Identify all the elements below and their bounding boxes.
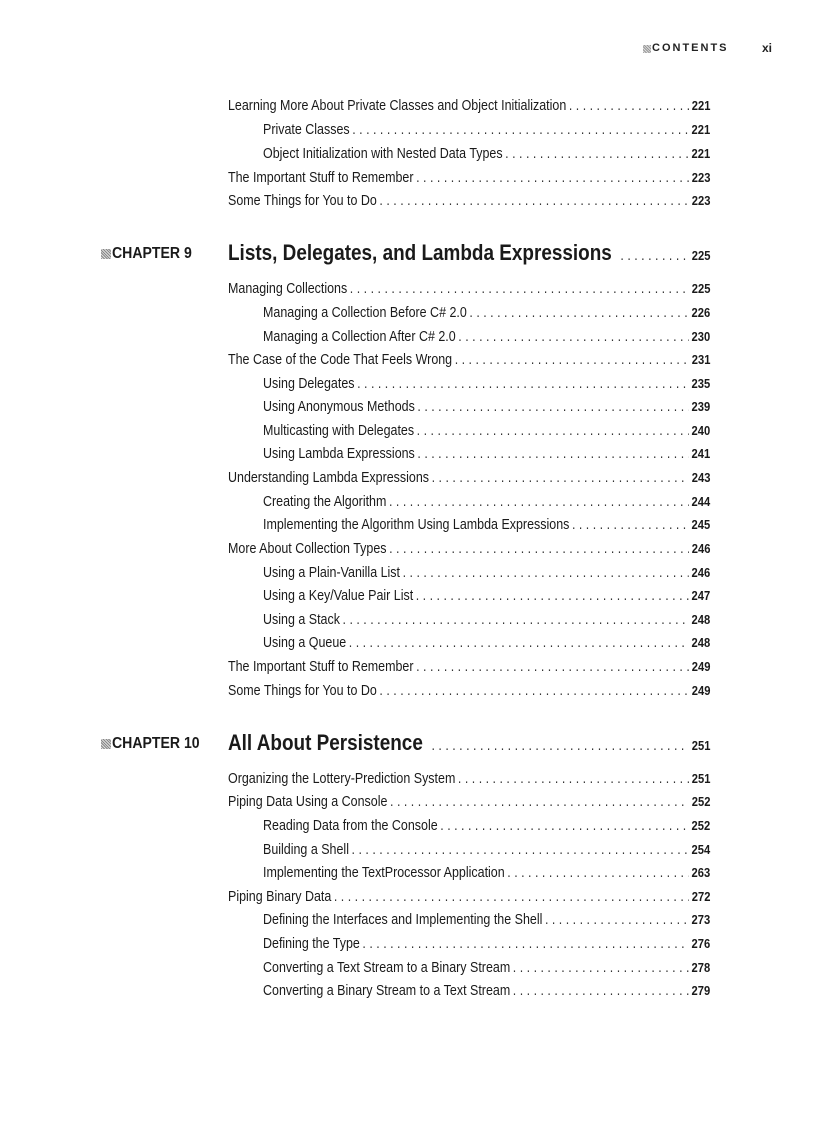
toc-subentry[interactable] xyxy=(263,635,710,655)
toc-entry-page: 226 xyxy=(691,305,711,320)
toc-entry-page: 235 xyxy=(691,376,711,391)
toc-entry-title: Organizing the Lottery-Prediction System xyxy=(228,771,456,787)
chapter-title-row xyxy=(228,730,710,756)
toc-subentry[interactable] xyxy=(263,376,710,396)
toc-entry-title: Defining the Interfaces and Implementing the Shell xyxy=(263,912,543,928)
toc-entry[interactable] xyxy=(228,470,710,490)
toc-entry[interactable] xyxy=(228,794,710,814)
toc-entry-page: 263 xyxy=(691,865,711,880)
toc-entry-title: Managing Collections xyxy=(228,281,348,297)
dot-leader xyxy=(416,588,689,604)
toc-entry-page: 251 xyxy=(691,771,711,786)
toc-subentry[interactable] xyxy=(263,305,710,325)
toc-entry-title: Building a Shell xyxy=(263,842,349,858)
dot-leader xyxy=(352,842,689,858)
toc-entry-title: Some Things for You to Do xyxy=(228,683,377,699)
chapter-title: Lists, Delegates, and Lambda Expressions xyxy=(228,240,612,265)
toc-entry[interactable] xyxy=(228,98,710,118)
header-page-number: xi xyxy=(762,41,773,55)
section-marker-icon xyxy=(643,45,651,53)
toc-entry-title: Private Classes xyxy=(263,122,350,138)
dot-leader xyxy=(513,983,689,999)
dot-leader xyxy=(349,635,689,651)
chapter-label: CHAPTER 10 xyxy=(112,735,200,752)
dot-leader xyxy=(455,352,690,368)
dot-leader xyxy=(513,960,689,976)
dot-leader xyxy=(334,889,689,905)
toc-entry[interactable] xyxy=(228,771,710,791)
toc-entry-page: 273 xyxy=(691,912,711,927)
dot-leader xyxy=(545,912,689,928)
toc-entry-page: 276 xyxy=(691,936,711,951)
toc-entry-title: Some Things for You to Do xyxy=(228,193,377,209)
toc-entry-title: More About Collection Types xyxy=(228,541,387,557)
toc-entry[interactable] xyxy=(228,193,710,213)
toc-entry-page: 272 xyxy=(691,889,711,904)
dot-leader xyxy=(507,865,689,881)
running-header xyxy=(0,40,816,60)
dot-leader xyxy=(432,470,690,486)
toc-entry-page: 244 xyxy=(691,494,711,509)
toc-entry-title: Piping Binary Data xyxy=(228,889,332,905)
toc-entry-title: Using a Plain-Vanilla List xyxy=(263,565,401,581)
chapter-title-row xyxy=(228,240,710,266)
toc-entry-page: 221 xyxy=(691,122,711,137)
toc-subentry[interactable] xyxy=(263,983,710,1003)
toc-subentry[interactable] xyxy=(263,399,710,419)
toc-subentry[interactable] xyxy=(263,865,710,885)
dot-leader xyxy=(440,818,689,834)
toc-subentry[interactable] xyxy=(263,494,710,514)
toc-entry-title: Implementing the TextProcessor Application xyxy=(263,865,505,881)
toc-entry-page: 221 xyxy=(691,98,711,113)
dot-leader xyxy=(572,517,689,533)
toc-entry-title: Using a Queue xyxy=(263,635,347,651)
toc-entry-page: 279 xyxy=(691,983,711,998)
toc-entry-title: Using Lambda Expressions xyxy=(263,446,415,462)
dot-leader xyxy=(505,146,689,162)
toc-entry-title: Using Delegates xyxy=(263,376,355,392)
toc-entry-page: 249 xyxy=(691,659,711,674)
toc-entry-page: 240 xyxy=(691,423,711,438)
toc-entry-title: Managing a Collection After C# 2.0 xyxy=(263,329,456,345)
toc-subentry[interactable] xyxy=(263,446,710,466)
toc-subentry[interactable] xyxy=(263,960,710,980)
toc-entry-page: 247 xyxy=(691,588,711,603)
toc-entry-page: 221 xyxy=(691,146,711,161)
toc-entry-title: Using a Stack xyxy=(263,612,340,628)
toc-subentry[interactable] xyxy=(263,329,710,349)
dot-leader xyxy=(389,494,689,510)
toc-subentry[interactable] xyxy=(263,565,710,585)
toc-entry-page: 243 xyxy=(691,470,711,485)
toc-entry-title: Object Initialization with Nested Data Types xyxy=(263,146,503,162)
toc-entry-title: Learning More About Private Classes and Object Initialization xyxy=(228,98,567,114)
chapter-title: All About Persistence xyxy=(228,730,423,755)
dot-leader xyxy=(620,248,688,264)
toc-entry-title: The Important Stuff to Remember xyxy=(228,659,414,675)
chapter-marker-icon xyxy=(101,739,111,749)
dot-leader xyxy=(416,659,689,675)
toc-entry-title: The Case of the Code That Feels Wrong xyxy=(228,352,453,368)
dot-leader xyxy=(431,738,688,754)
toc-entry-page: 248 xyxy=(691,635,711,650)
toc-subentry[interactable] xyxy=(263,842,710,862)
chapter-heading-10[interactable] xyxy=(0,730,816,760)
dot-leader xyxy=(403,565,689,581)
toc-subentry[interactable] xyxy=(263,146,710,166)
toc-subentry[interactable] xyxy=(263,818,710,838)
dot-leader xyxy=(417,446,689,462)
toc-entry-title: Converting a Binary Stream to a Text Stream xyxy=(263,983,511,999)
toc-entry-page: 248 xyxy=(691,612,711,627)
toc-entry-page: 239 xyxy=(691,399,711,414)
toc-entry-title: Creating the Algorithm xyxy=(263,494,387,510)
toc-entry-page: 254 xyxy=(691,842,711,857)
dot-leader xyxy=(458,329,689,345)
dot-leader xyxy=(379,683,689,699)
toc-entry-page: 246 xyxy=(691,541,711,556)
toc-entry[interactable] xyxy=(228,541,710,561)
toc-entry-title: Reading Data from the Console xyxy=(263,818,438,834)
toc-entry[interactable] xyxy=(228,170,710,190)
toc-entry-page: 249 xyxy=(691,683,711,698)
chapter-heading-9[interactable] xyxy=(0,240,816,270)
toc-entry-title: Converting a Text Stream to a Binary Stream xyxy=(263,960,511,976)
chapter-label: CHAPTER 9 xyxy=(112,245,192,262)
toc-entry-page: 278 xyxy=(691,960,711,975)
toc-entry-page: 223 xyxy=(691,193,711,208)
toc-entry-page: 246 xyxy=(691,565,711,580)
toc-subentry[interactable] xyxy=(263,588,710,608)
toc-entry-page: 230 xyxy=(691,329,711,344)
dot-leader xyxy=(379,193,689,209)
dot-leader xyxy=(362,936,689,952)
toc-subentry[interactable] xyxy=(263,612,710,632)
toc-entry-page: 252 xyxy=(691,794,711,809)
dot-leader xyxy=(343,612,689,628)
toc-entry-title: Multicasting with Delegates xyxy=(263,423,415,439)
toc-entry-title: Defining the Type xyxy=(263,936,360,952)
toc-entry-title: Using a Key/Value Pair List xyxy=(263,588,414,604)
toc-entry-title: Piping Data Using a Console xyxy=(228,794,388,810)
header-section-title: CONTENTS xyxy=(652,42,729,54)
toc-subentry[interactable] xyxy=(263,122,710,142)
toc-entry-page: 241 xyxy=(691,446,711,461)
dot-leader xyxy=(416,170,689,186)
dot-leader xyxy=(357,376,689,392)
toc-entry-title: Implementing the Algorithm Using Lambda Expressions xyxy=(263,517,570,533)
chapter-page: 251 xyxy=(691,738,711,753)
toc-entry-title: Managing a Collection Before C# 2.0 xyxy=(263,305,467,321)
chapter-marker-icon xyxy=(101,249,111,259)
toc-entry[interactable] xyxy=(228,281,710,301)
toc-entry-page: 231 xyxy=(691,352,711,367)
dot-leader xyxy=(569,98,689,114)
toc-subentry[interactable] xyxy=(263,936,710,956)
dot-leader xyxy=(469,305,689,321)
toc-entry-title: Understanding Lambda Expressions xyxy=(228,470,430,486)
toc-entry[interactable] xyxy=(228,889,710,909)
toc-entry[interactable] xyxy=(228,659,710,679)
toc-subentry[interactable] xyxy=(263,912,710,932)
dot-leader xyxy=(352,122,689,138)
toc-entry-title: The Important Stuff to Remember xyxy=(228,170,414,186)
dot-leader xyxy=(389,541,689,557)
toc-subentry[interactable] xyxy=(263,423,710,443)
dot-leader xyxy=(390,794,689,810)
dot-leader xyxy=(417,423,689,439)
toc-entry-page: 223 xyxy=(691,170,711,185)
dot-leader xyxy=(350,281,689,297)
toc-entry-page: 225 xyxy=(691,281,711,296)
toc-subentry[interactable] xyxy=(263,517,710,537)
dot-leader xyxy=(458,771,689,787)
toc-entry[interactable] xyxy=(228,352,710,372)
toc-entry-page: 245 xyxy=(691,517,711,532)
toc-entry-title: Using Anonymous Methods xyxy=(263,399,415,415)
toc-entry[interactable] xyxy=(228,683,710,703)
toc-entry-page: 252 xyxy=(691,818,711,833)
dot-leader xyxy=(417,399,689,415)
chapter-page: 225 xyxy=(691,248,711,263)
